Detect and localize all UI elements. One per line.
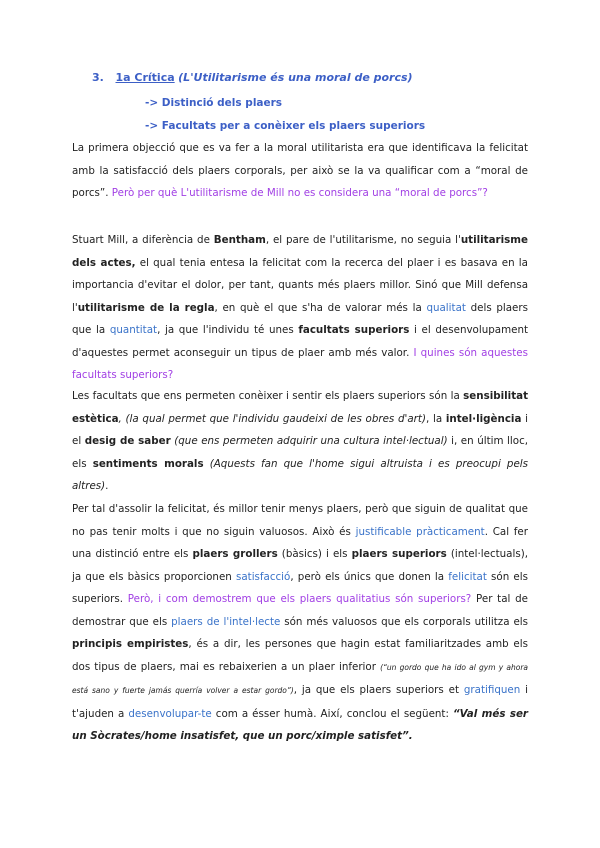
p2-utilitarisme-actes: utilitarisme dels actes, [72, 234, 529, 269]
subheading-distincio: -> Distinció dels plaers [145, 97, 283, 109]
p4-text-c: (bàsics) i els [281, 548, 348, 560]
p2-text-b: , el pare de l'utilitarisme, no seguia l' [265, 234, 461, 246]
p4-text-b: . Cal fer una distinció entre els [72, 525, 529, 560]
p4-text-f: són els superiors. [72, 570, 528, 605]
paragraph-3 [72, 385, 528, 498]
p4-desenvolupar: desenvolupar-te [128, 707, 212, 720]
p2-text-e: dels plaers que la [72, 301, 528, 336]
p4-justificable: justificable pràcticament [355, 525, 485, 538]
p2-text-d: , en què el que s'ha de valorar més la [214, 301, 422, 314]
p3-text-b: , la [425, 412, 443, 425]
section-title: 1a Crítica [115, 71, 175, 84]
p3-desig-note: (que ens permeten adquirir una cultura intel·lectual) [174, 435, 448, 447]
p4-gratifiquen: gratifiquen [463, 684, 521, 696]
p4-principis-empiristes: principis empiristes [72, 638, 189, 650]
p4-quote-example: (“un gordo que ha ido al gym y ahora está sano y fuerte jamás querría volver a estar gordo”) [72, 662, 529, 695]
p2-utilitarisme-regla: utilitarisme de la regla [77, 301, 215, 314]
p4-satisfaccio: satisfacció [235, 570, 291, 583]
subheading-facultats: -> Facultats per a conèixer els plaers superiors [145, 120, 426, 132]
p4-text-d: (intel·lectuals), ja que els bàsics proporcionen [72, 548, 529, 583]
p3-sentiments-note: (Aquests fan que l'home sigui altruista i es preocupi pels altres) [72, 457, 529, 492]
p4-text-h: són més valuosos que els corporals utilitza els [284, 615, 529, 628]
p4-plaers-grollers: plaers grollers [192, 548, 278, 560]
p1-question: Però per què L'utilitarisme de Mill no es considera una “moral de porcs”? [111, 187, 488, 199]
paragraph-2 [72, 229, 528, 387]
p2-facultats-superiors: facultats superiors [298, 324, 410, 336]
p2-text-a: Stuart Mill, a diferència de [72, 234, 210, 246]
p4-text-j: , ja que els plaers superiors et [293, 684, 460, 696]
p2-qualitat: qualitat [426, 301, 466, 314]
p4-text-e: , però els únics que donen la [290, 570, 445, 583]
p4-conclusion-quote: “Val més ser un Sòcrates/home insatisfet, que un porc/ximple satisfet”. [72, 707, 529, 742]
p2-bentham: Bentham [213, 234, 266, 246]
p3-sensibilitat: sensibilitat estètica [72, 390, 528, 425]
p4-question: Però, i com demostrem que els plaers qualitatius són superiors? [127, 593, 472, 605]
section-number: 3. [92, 71, 104, 84]
paragraph-4 [72, 498, 528, 748]
p2-text-g: i el desenvolupament d'aquestes permet aconseguir un tipus de plaer amb més valor. [72, 324, 529, 359]
p2-question: I quines són aquestes facultats superiors? [72, 346, 528, 381]
paragraph-1 [72, 137, 528, 205]
p4-felicitat: felicitat [448, 570, 487, 583]
p1-text: La primera objecció que es va fer a la moral utilitarista era que identificava la felicitat amb la satisfacció dels plaers corporals, per això se la va qualificar com a “moral de porcs”. [72, 142, 528, 199]
section-subtitle: (L'Utilitarisme és una moral de porcs) [178, 71, 413, 84]
p2-text-c: el qual tenia entesa la felicitat com la recerca del plaer i es basava en la importancia d'evitar el dolor, per tant, quants més plaers millor. Sinó que Mill defensa l' [72, 256, 528, 314]
p3-text-d: i, en últim lloc, els [72, 435, 529, 470]
p4-text-g: Per tal de demostrar que els [72, 593, 529, 628]
p4-plaers-intellecte: plaers de l'intel·lecte [171, 615, 281, 628]
p3-text-a: Les facultats que ens permeten conèixer i sentir els plaers superiors són la [72, 390, 460, 402]
p3-text-c: i el [72, 412, 529, 447]
p3-intelligencia: intel·ligència [445, 412, 522, 425]
p2-text-f: , ja que l'individu té unes [157, 324, 294, 336]
p4-plaers-superiors: plaers superiors [351, 548, 447, 560]
p4-text-a: Per tal d'assolir la felicitat, és millor tenir menys plaers, però que siguin de qualitat que no pas tenir molts i que no siguin valuosos. Això és [72, 503, 528, 538]
p4-text-l: com a ésser humà. Així, conclou el següent: [215, 707, 449, 720]
p3-text-e: . [105, 480, 109, 492]
p4-text-k: i t'ajuden a [72, 684, 528, 720]
p3-sentiments-morals: sentiments morals [92, 457, 204, 470]
p3-sensibilitat-note: , (la qual permet que l'individu gaudeixi de les obres d'art) [118, 412, 426, 425]
p2-quantitat: quantitat [109, 324, 158, 336]
p4-text-i: , és a dir, les persones que hagin estat familiaritzades amb els dos tipus de plaers, mai es rebaixerien a un plaer inferior [72, 638, 528, 673]
section-heading [92, 70, 532, 85]
p3-desig-saber: desig de saber [84, 435, 171, 447]
